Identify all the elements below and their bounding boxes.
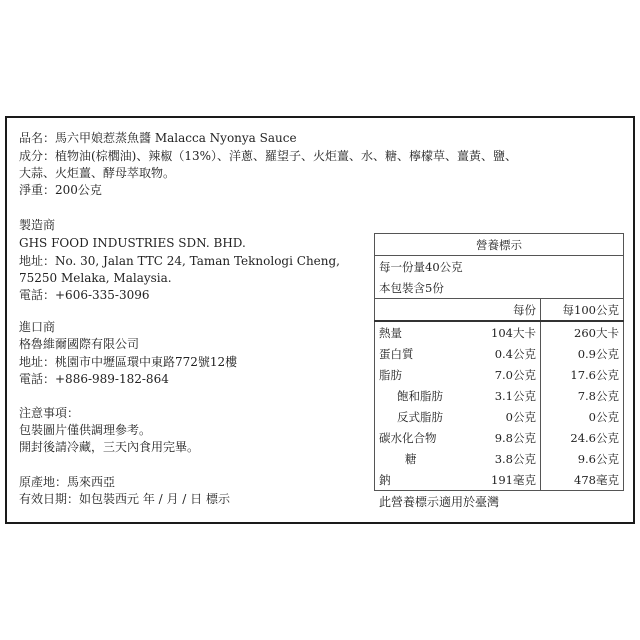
notes-line-1: 包裝圖片僅供調理參考。 (19, 423, 152, 437)
nutrient-per-100g: 9.6公克 (541, 448, 624, 469)
product-label (5, 116, 635, 524)
header-per-100g: 每100公克 (541, 299, 624, 322)
importer-company: 格魯維爾國際有限公司 (19, 337, 140, 351)
manufacturer-phone: 電話：+606-335-3096 (19, 288, 150, 302)
notes-line-2: 開封後請冷藏，三天內食用完畢。 (19, 440, 200, 454)
nutrient-per-100g: 478毫克 (541, 469, 624, 491)
nutrient-row-sodium (375, 469, 624, 491)
nutrient-row-energy (375, 321, 624, 343)
manufacturer-address-line-2: 75250 Melaka, Malaysia. (19, 271, 172, 285)
nutrient-per-100g: 24.6公克 (541, 427, 624, 448)
nutrient-per-100g: 7.8公克 (541, 385, 624, 406)
manufacturer-company: GHS FOOD INDUSTRIES SDN. BHD. (19, 236, 246, 250)
serving-size-row (375, 256, 624, 278)
header-per-serving: 每份 (458, 299, 541, 322)
ingredients-line-2: 大蒜、火炬薑、酵母萃取物。 (19, 166, 176, 180)
manufacturer-heading: 製造商 (19, 218, 56, 232)
nutrient-row-carbohydrate (375, 427, 624, 448)
header-blank (375, 299, 458, 322)
nutrient-per-100g: 0公克 (541, 406, 624, 427)
importer-heading: 進口商 (19, 320, 56, 334)
nutrient-name: 脂肪 (375, 364, 458, 385)
nutrient-name: 碳水化合物 (375, 427, 458, 448)
nutrition-header-row (375, 299, 624, 322)
nutrition-title: 營養標示 (375, 234, 624, 256)
nutrient-per-serving: 7.0公克 (458, 364, 541, 385)
nutrient-per-serving: 0.4公克 (458, 343, 541, 364)
nutrient-per-serving: 104大卡 (458, 321, 541, 343)
nutrient-per-serving: 9.8公克 (458, 427, 541, 448)
country-of-origin: 原產地：馬來西亞 (19, 475, 116, 489)
servings-row (375, 277, 624, 299)
importer-address: 地址：桃園市中壢區環中東路772號12樓 (19, 355, 238, 369)
nutrient-per-100g: 0.9公克 (541, 343, 624, 364)
nutrient-per-serving: 0公克 (458, 406, 541, 427)
importer-phone: 電話：+886-989-182-864 (19, 372, 169, 386)
nutrient-row-sugar (375, 448, 624, 469)
servings-per-package: 本包裝含5份 (375, 277, 624, 299)
nutrition-table (374, 233, 624, 491)
nutrition-footnote: 此營養標示適用於臺灣 (379, 495, 500, 509)
nutrient-name: 鈉 (375, 469, 458, 491)
product-name: 品名：馬六甲娘惹蒸魚醬 Malacca Nyonya Sauce (19, 131, 297, 145)
nutrient-row-fat (375, 364, 624, 385)
nutrient-row-trans-fat (375, 406, 624, 427)
notes-heading: 注意事項： (19, 406, 80, 420)
nutrient-name: 蛋白質 (375, 343, 458, 364)
nutrient-name: 熱量 (375, 321, 458, 343)
nutrient-per-serving: 191毫克 (458, 469, 541, 491)
nutrient-per-100g: 260大卡 (541, 321, 624, 343)
nutrient-row-protein (375, 343, 624, 364)
nutrient-name: 飽和脂肪 (375, 385, 458, 406)
net-weight: 淨重：200公克 (19, 183, 102, 197)
nutrient-name: 反式脂肪 (375, 406, 458, 427)
nutrient-name: 糖 (375, 448, 458, 469)
nutrient-row-saturated-fat (375, 385, 624, 406)
manufacturer-address-line-1: 地址：No. 30, Jalan TTC 24, Taman Teknologi Cheng, (19, 254, 341, 268)
nutrient-per-serving: 3.8公克 (458, 448, 541, 469)
nutrition-title-row (375, 234, 624, 256)
nutrient-per-serving: 3.1公克 (458, 385, 541, 406)
serving-size: 每一份量40公克 (375, 256, 624, 278)
nutrient-per-100g: 17.6公克 (541, 364, 624, 385)
ingredients-line-1: 成分：植物油(棕櫚油)、辣椒（13%）、洋蔥、羅望子、火炬薑、水、糖、檸檬草、薑黃、鹽、 (19, 149, 518, 163)
expiry-date: 有效日期：如包裝西元 年 / 月 / 日 標示 (19, 492, 230, 506)
